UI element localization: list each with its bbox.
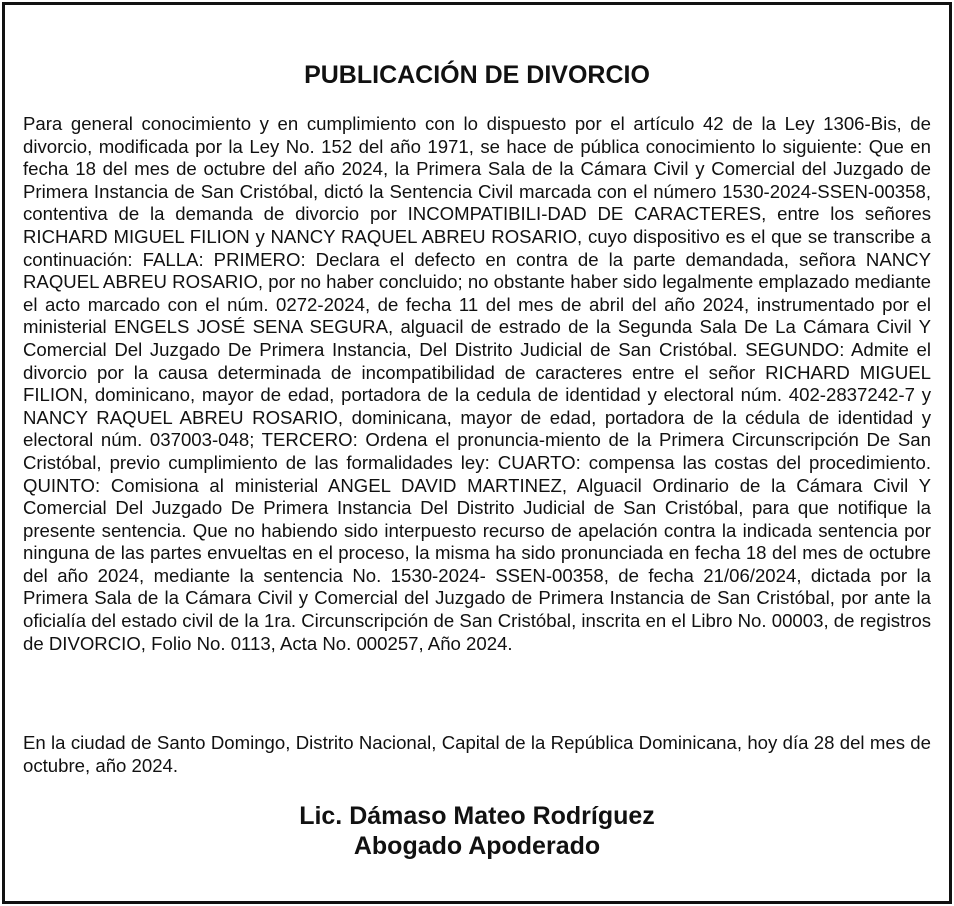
signature-block <box>5 801 949 861</box>
divorce-notice <box>2 2 952 904</box>
notice-title: PUBLICACIÓN DE DIVORCIO <box>304 61 650 89</box>
signature-role: Abogado Apoderado <box>353 832 601 860</box>
signature-name: Lic. Dámaso Mateo Rodríguez <box>299 802 655 830</box>
notice-body-paragraph: Para general conocimiento y en cumplimiento con lo dispuesto por el artículo 42 de la Ley 1306-Bis, de divorcio, modificada por la Ley No. 152 del año 1971, se hace de pública conocimiento lo siguiente: Que en fecha 18 del mes de octubre del año 2024, la Primera Sala de la Cámara Civil y Comercial del Juzgado de Primera Instancia de San Cristóbal, dictó la Sentencia Civil marcada con el número 1530-2024-SSEN-00358, contentiva de la demanda de divorcio por INCOMPATIBILI-DAD DE CARACTERES, entre los señores RICHARD MIGUEL FILION y NANCY RAQUEL ABREU ROSARIO, cuyo dispositivo es el que se transcribe a continuación: FALLA: PRIMERO: Declara el defecto en contra de la parte demandada, señora NANCY RAQUEL ABREU ROSARIO, por no haber concluido; no obstante haber sido legalmente emplazado mediante el acto marcado con el núm. 0272-2024, de fecha 11 del mes de abril del año 2024, instrumentado por el ministerial ENGELS JOSÉ SENA SEGURA, alguacil de estrado de la Segunda Sala De La Cámara Civil Y Comercial Del Juzgado De Primera Instancia, Del Distrito Judicial de San Cristóbal. SEGUNDO: Admite el divorcio por la causa determinada de incompatibilidad de caracteres entre el señor RICHARD MIGUEL FILION, dominicano, mayor de edad, portadora de la cedula de identidad y electoral núm. 402-2837242-7 y NANCY RAQUEL ABREU ROSARIO, dominicana, mayor de edad, portadora de la cédula de identidad y electoral núm. 037003-048; TERCERO: Ordena el pronuncia-miento de la Primera Circunscripción De San Cristóbal, previo cumplimiento de las formalidades ley: CUARTO: compensa las costas del procedimiento. QUINTO: Comisiona al ministerial ANGEL DAVID MARTINEZ, Alguacil Ordinario de la Cámara Civil Y Comercial Del Juzgado De Primera Instancia Del Distrito Judicial de San Cristóbal, para que notifique la presente sentencia. Que no habiendo sido interpuesto recurso de apelación contra la indicada sentencia por ninguna de las partes envueltas en el proceso, la misma ha sido pronunciada en fecha 18 del mes de octubre del año 2024, mediante la sentencia No. 1530-2024- SSEN-00358, de fecha 21/06/2024, dictada por la Primera Sala de la Cámara Civil y Comercial del Juzgado de Primera Instancia de San Cristóbal, por ante la oficialía del estado civil de la 1ra. Circunscripción de San Cristóbal, inscrita en el Libro No. 00003, de registros de DIVORCIO, Folio No. 0113, Acta No. 000257, Año 2024. <box>23 113 931 654</box>
notice-closing-paragraph: En la ciudad de Santo Domingo, Distrito Nacional, Capital de la República Dominicana, hoy día 28 del mes de octubre, año 2024. <box>23 732 931 776</box>
